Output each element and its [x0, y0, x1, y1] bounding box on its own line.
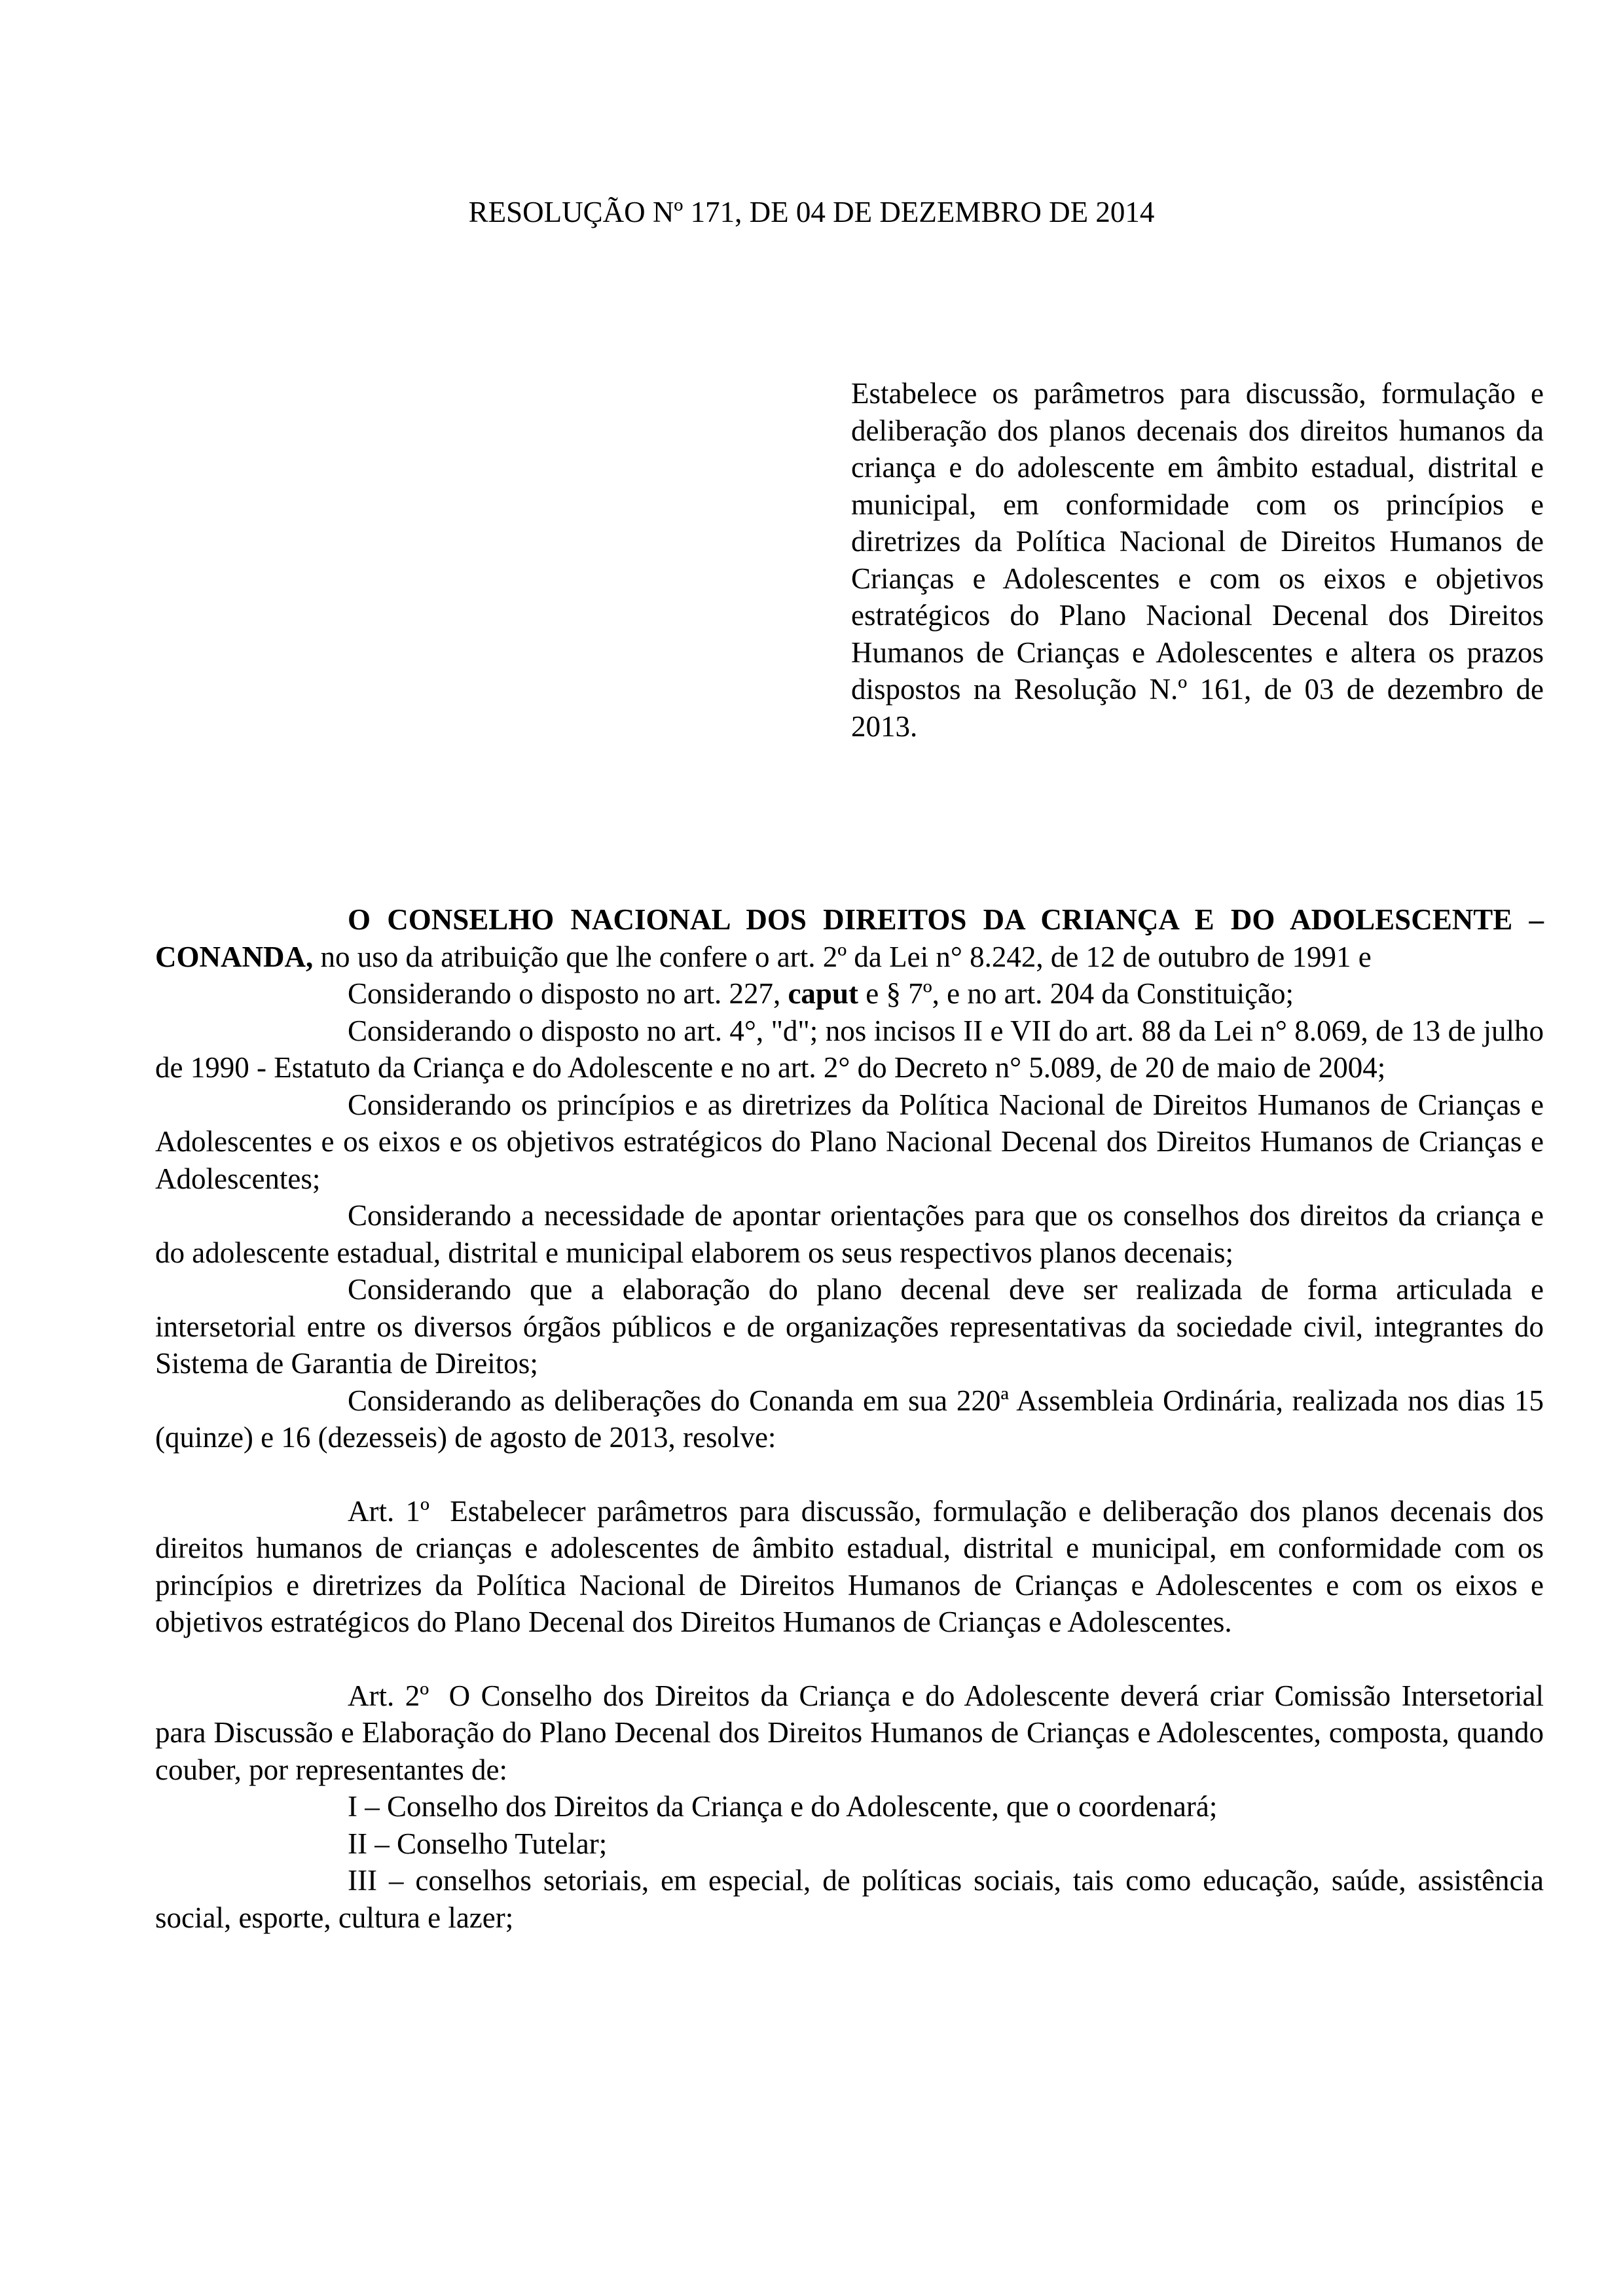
article-2-paragraph — [155, 1677, 1544, 1789]
considerando-paragraph-2: Considerando o disposto no art. 4°, "d"; nos incisos II e VII do art. 88 da Lei n° 8.069, de 13 de julho de 1990 - Estatuto da Criança e do Adolescente e no art. 2° do Decreto n° 5.089, de 20 de maio de 2004; — [155, 1014, 1544, 1084]
article-1-text: Estabelecer parâmetros para discussão, formulação e deliberação dos planos decenais dos direitos humanos de crianças e adolescentes de âmbito estadual, distrital e municipal, em conformidade com os princípios e diretrizes da Política Nacional de Direitos Humanos de Crianças e Adolescentes e com os eixos e objetivos estratégicos do Plano Decenal dos Direitos Humanos de Crianças e Adolescentes. — [155, 1494, 1544, 1638]
article-1-label: Art. 1º — [348, 1494, 429, 1528]
preamble-text: no uso da atribuição que lhe confere o art. 2º da Lei n° 8.242, de 12 de outubro de 1991 e — [313, 940, 1372, 973]
preamble-council-name: O CONSELHO NACIONAL DOS DIREITOS DA CRIANÇA E DO ADOLESCENTE – CONANDA, — [155, 903, 1544, 973]
document-body — [155, 901, 1544, 1936]
considerando-1-after: e § 7º, e no art. 204 da Constituição; — [858, 977, 1294, 1010]
article-2-label: Art. 2º — [348, 1679, 429, 1712]
preamble-paragraph — [155, 901, 1544, 975]
considerando-paragraph-3: Considerando os princípios e as diretrizes da Política Nacional de Direitos Humanos de Crianças e Adolescentes e os eixos e os objetivos estratégicos do Plano Nacional Decenal dos Direitos Humanos de Crianças e Adolescentes; — [155, 1088, 1544, 1195]
considerando-1-caput: caput — [788, 977, 858, 1010]
considerando-1-before: Considerando o disposto no art. 227, — [348, 977, 788, 1010]
inciso-3: III – conselhos setoriais, em especial, de políticas sociais, tais como educação, saúde, assistência social, esporte, cultura e lazer; — [155, 1864, 1544, 1934]
article-2-text: O Conselho dos Direitos da Criança e do Adolescente deverá criar Comissão Intersetorial para Discussão e Elaboração do Plano Decenal dos Direitos Humanos de Crianças e Adolescentes, composta, quando couber, por representantes de: — [155, 1679, 1544, 1786]
inciso-2: II – Conselho Tutelar; — [348, 1827, 608, 1860]
considerando-paragraph-6: Considerando as deliberações do Conanda em sua 220ª Assembleia Ordinária, realizada nos dias 15 (quinze) e 16 (dezesseis) de agosto de 2013, resolve: — [155, 1384, 1544, 1454]
resolution-title: RESOLUÇÃO Nº 171, DE 04 DE DEZEMBRO DE 2014 — [468, 196, 1155, 228]
ementa-paragraph: Estabelece os parâmetros para discussão, formulação e deliberação dos planos decenais dos direitos humanos da criança e do adolescente em âmbito estadual, distrital e municipal, em conformidade com os princípios e diretrizes da Política Nacional de Direitos Humanos de Crianças e Adolescentes e com os eixos e objetivos estratégicos do Plano Nacional Decenal dos Direitos Humanos de Crianças e Adolescentes e altera os prazos dispostos na Resolução N.º 161, de 03 de dezembro de 2013. — [851, 377, 1544, 743]
considerando-paragraph-4: Considerando a necessidade de apontar orientações para que os conselhos dos direitos da criança e do adolescente estadual, distrital e municipal elaborem os seus respectivos planos decenais; — [155, 1199, 1544, 1269]
article-1-paragraph — [155, 1493, 1544, 1641]
considerando-paragraph-5: Considerando que a elaboração do plano decenal deve ser realizada de forma articulada e intersetorial entre os diversos órgãos públicos e de organizações representativas da sociedade civil, integrantes do Sistema de Garantia de Direitos; — [155, 1273, 1544, 1380]
inciso-1: I – Conselho dos Direitos da Criança e do Adolescente, que o coordenará; — [348, 1790, 1218, 1823]
considerando-paragraph-1 — [155, 975, 1544, 1013]
